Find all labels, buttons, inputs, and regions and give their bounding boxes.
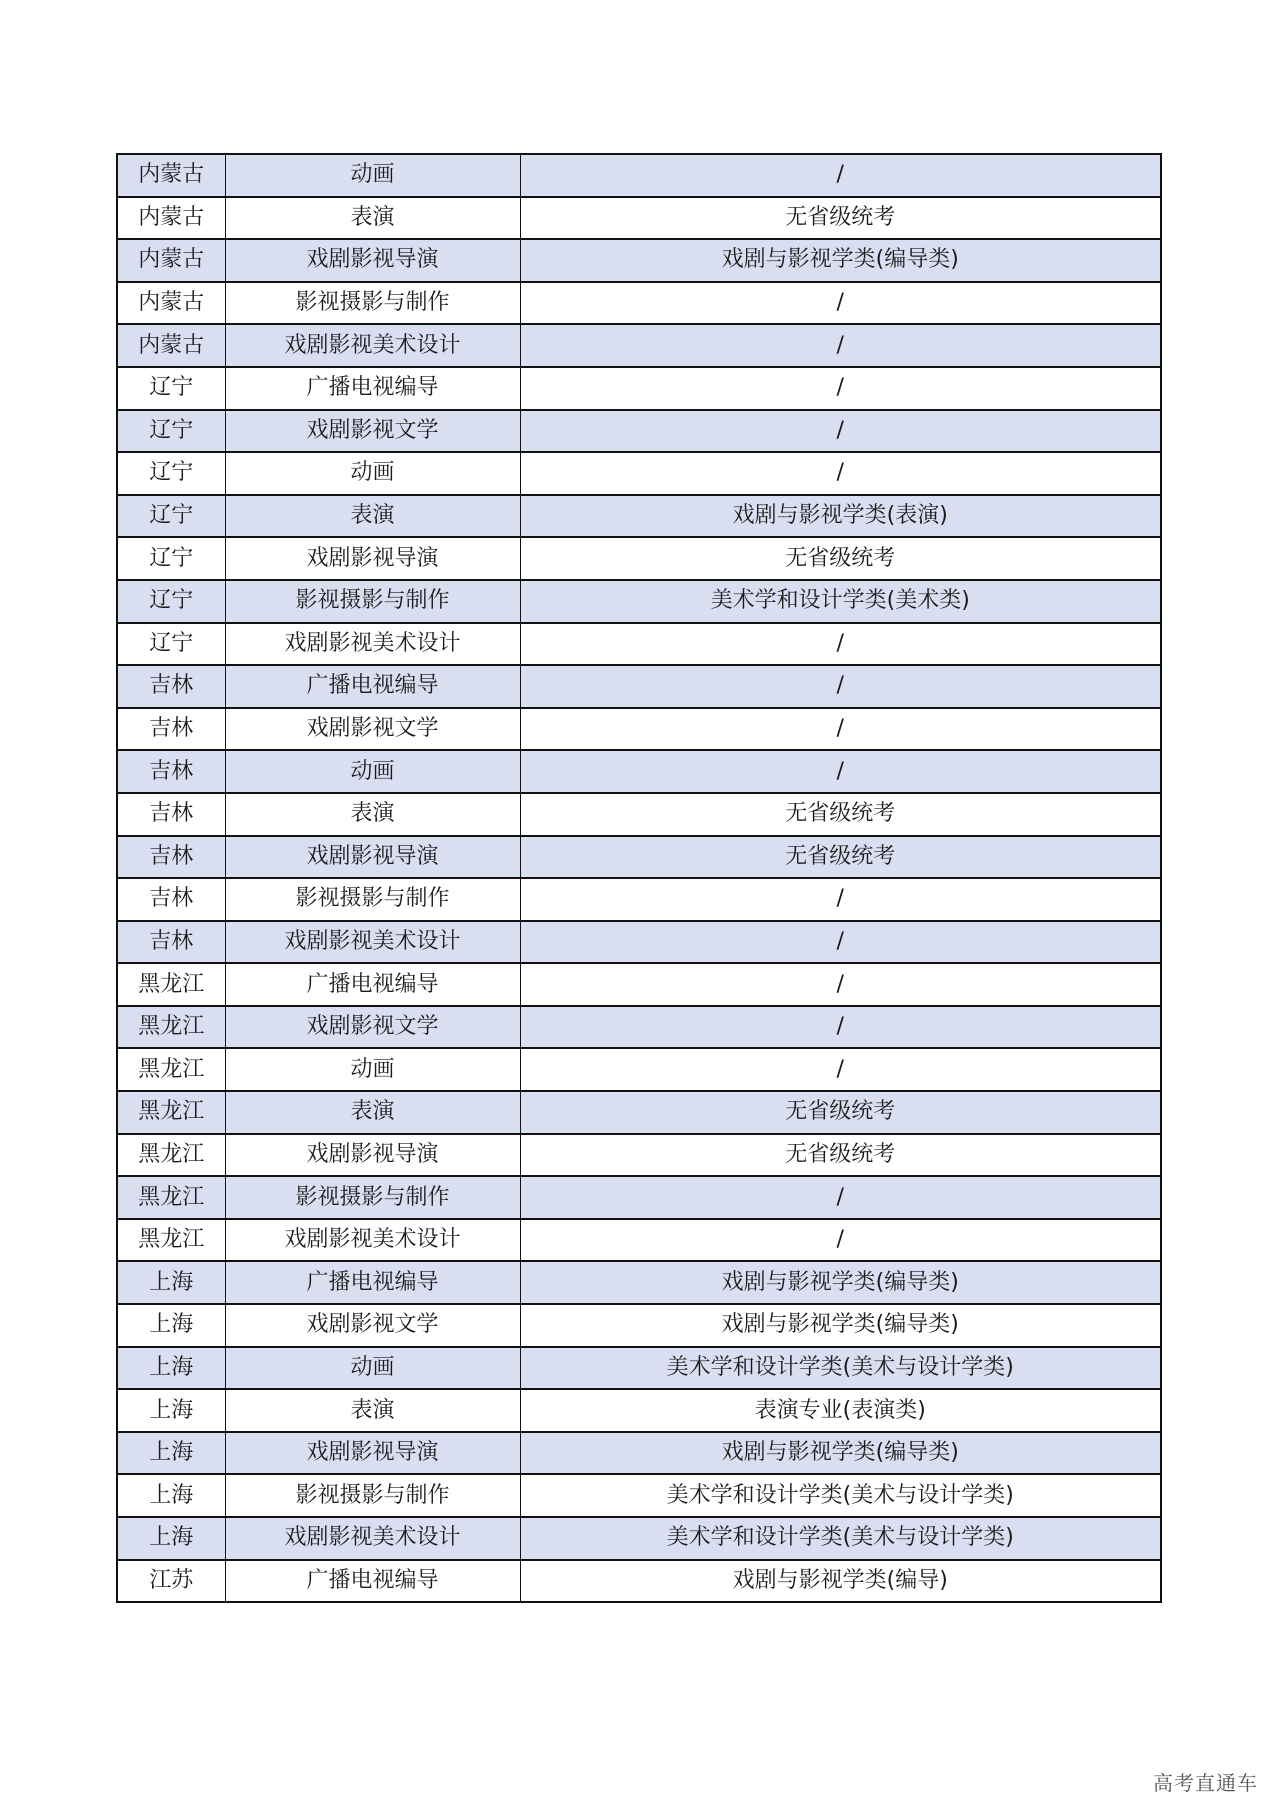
province-cell: 黑龙江: [117, 1176, 225, 1219]
major-cell: 动画: [225, 154, 520, 197]
major-cell: 动画: [225, 750, 520, 793]
province-cell: 吉林: [117, 750, 225, 793]
exam-cell: /: [520, 1048, 1161, 1091]
table-row: [117, 580, 1161, 623]
exam-cell: /: [520, 410, 1161, 453]
exam-cell: /: [520, 154, 1161, 197]
province-cell: 上海: [117, 1432, 225, 1475]
exam-cell: 美术学和设计学类(美术与设计学类): [520, 1347, 1161, 1390]
major-cell: 戏剧影视导演: [225, 836, 520, 879]
exam-cell: 无省级统考: [520, 537, 1161, 580]
table-row: [117, 1261, 1161, 1304]
province-cell: 黑龙江: [117, 1091, 225, 1134]
province-cell: 上海: [117, 1474, 225, 1517]
major-cell: 戏剧影视文学: [225, 1304, 520, 1347]
province-cell: 内蒙古: [117, 324, 225, 367]
exam-cell: /: [520, 282, 1161, 325]
table-row: [117, 324, 1161, 367]
exam-cell: 表演专业(表演类): [520, 1389, 1161, 1432]
exam-cell: 无省级统考: [520, 836, 1161, 879]
exam-cell: 美术学和设计学类(美术与设计学类): [520, 1517, 1161, 1560]
exam-cell: 戏剧与影视学类(表演): [520, 495, 1161, 538]
watermark-text: 高考直通车: [1153, 1771, 1258, 1795]
major-cell: 影视摄影与制作: [225, 878, 520, 921]
major-cell: 戏剧影视导演: [225, 239, 520, 282]
major-cell: 戏剧影视文学: [225, 410, 520, 453]
province-cell: 内蒙古: [117, 154, 225, 197]
table-row: [117, 1474, 1161, 1517]
major-cell: 戏剧影视导演: [225, 1432, 520, 1475]
exam-cell: 无省级统考: [520, 1091, 1161, 1134]
exam-cell: /: [520, 921, 1161, 964]
major-cell: 广播电视编导: [225, 367, 520, 410]
major-cell: 动画: [225, 452, 520, 495]
table-row: [117, 793, 1161, 836]
province-cell: 上海: [117, 1389, 225, 1432]
exam-cell: /: [520, 750, 1161, 793]
exam-cell: 美术学和设计学类(美术与设计学类): [520, 1474, 1161, 1517]
province-cell: 内蒙古: [117, 282, 225, 325]
major-cell: 表演: [225, 197, 520, 240]
table-row: [117, 1048, 1161, 1091]
table-row: [117, 750, 1161, 793]
exam-cell: /: [520, 1219, 1161, 1262]
table-row: [117, 1176, 1161, 1219]
table-row: [117, 537, 1161, 580]
exam-cell: /: [520, 1006, 1161, 1049]
table-row: [117, 495, 1161, 538]
table-row: [117, 836, 1161, 879]
exam-cell: /: [520, 623, 1161, 666]
major-cell: 表演: [225, 1091, 520, 1134]
province-cell: 辽宁: [117, 410, 225, 453]
province-cell: 辽宁: [117, 367, 225, 410]
table-row: [117, 1304, 1161, 1347]
table-row: [117, 963, 1161, 1006]
exam-cell: 戏剧与影视学类(编导类): [520, 239, 1161, 282]
province-cell: 上海: [117, 1261, 225, 1304]
major-cell: 戏剧影视文学: [225, 1006, 520, 1049]
major-cell: 戏剧影视美术设计: [225, 324, 520, 367]
major-cell: 戏剧影视美术设计: [225, 623, 520, 666]
province-cell: 吉林: [117, 878, 225, 921]
major-cell: 影视摄影与制作: [225, 1474, 520, 1517]
exam-cell: /: [520, 665, 1161, 708]
province-cell: 内蒙古: [117, 197, 225, 240]
province-cell: 辽宁: [117, 495, 225, 538]
province-cell: 上海: [117, 1517, 225, 1560]
table-row: [117, 1432, 1161, 1475]
exam-cell: 戏剧与影视学类(编导类): [520, 1304, 1161, 1347]
province-cell: 黑龙江: [117, 1006, 225, 1049]
province-cell: 内蒙古: [117, 239, 225, 282]
table-row: [117, 282, 1161, 325]
table-row: [117, 878, 1161, 921]
province-cell: 辽宁: [117, 623, 225, 666]
table-row: [117, 410, 1161, 453]
province-cell: 上海: [117, 1347, 225, 1390]
major-cell: 广播电视编导: [225, 963, 520, 1006]
table-row: [117, 1219, 1161, 1262]
major-cell: 动画: [225, 1347, 520, 1390]
major-cell: 影视摄影与制作: [225, 580, 520, 623]
table-row: [117, 921, 1161, 964]
major-cell: 戏剧影视导演: [225, 537, 520, 580]
table-row: [117, 154, 1161, 197]
table-row: [117, 197, 1161, 240]
major-cell: 戏剧影视美术设计: [225, 1517, 520, 1560]
major-cell: 戏剧影视文学: [225, 708, 520, 751]
exam-cell: /: [520, 1176, 1161, 1219]
table-row: [117, 367, 1161, 410]
exam-cell: /: [520, 963, 1161, 1006]
major-cell: 表演: [225, 495, 520, 538]
exam-cell: /: [520, 452, 1161, 495]
province-cell: 吉林: [117, 836, 225, 879]
province-cell: 黑龙江: [117, 963, 225, 1006]
table-row: [117, 708, 1161, 751]
province-cell: 黑龙江: [117, 1048, 225, 1091]
province-cell: 黑龙江: [117, 1219, 225, 1262]
province-cell: 辽宁: [117, 452, 225, 495]
province-major-exam-table: [116, 153, 1162, 1603]
major-cell: 广播电视编导: [225, 665, 520, 708]
province-cell: 黑龙江: [117, 1134, 225, 1177]
province-cell: 辽宁: [117, 580, 225, 623]
major-cell: 影视摄影与制作: [225, 1176, 520, 1219]
major-cell: 戏剧影视美术设计: [225, 1219, 520, 1262]
table-row: [117, 452, 1161, 495]
exam-cell: /: [520, 367, 1161, 410]
province-cell: 吉林: [117, 665, 225, 708]
table-row: [117, 665, 1161, 708]
exam-cell: 无省级统考: [520, 1134, 1161, 1177]
exam-cell: 戏剧与影视学类(编导): [520, 1560, 1161, 1603]
table-row: [117, 1517, 1161, 1560]
major-cell: 表演: [225, 1389, 520, 1432]
exam-cell: 戏剧与影视学类(编导类): [520, 1261, 1161, 1304]
table-row: [117, 1134, 1161, 1177]
table-row: [117, 623, 1161, 666]
table-row: [117, 239, 1161, 282]
major-cell: 广播电视编导: [225, 1560, 520, 1603]
exam-table-container: [116, 153, 1160, 1603]
major-cell: 影视摄影与制作: [225, 282, 520, 325]
table-row: [117, 1389, 1161, 1432]
major-cell: 广播电视编导: [225, 1261, 520, 1304]
exam-cell: 戏剧与影视学类(编导类): [520, 1432, 1161, 1475]
table-row: [117, 1091, 1161, 1134]
exam-cell: /: [520, 878, 1161, 921]
major-cell: 戏剧影视美术设计: [225, 921, 520, 964]
province-cell: 吉林: [117, 793, 225, 836]
exam-cell: 美术学和设计学类(美术类): [520, 580, 1161, 623]
province-cell: 上海: [117, 1304, 225, 1347]
table-body: [117, 154, 1161, 1602]
major-cell: 动画: [225, 1048, 520, 1091]
exam-cell: 无省级统考: [520, 197, 1161, 240]
major-cell: 戏剧影视导演: [225, 1134, 520, 1177]
exam-cell: 无省级统考: [520, 793, 1161, 836]
province-cell: 吉林: [117, 708, 225, 751]
province-cell: 江苏: [117, 1560, 225, 1603]
table-row: [117, 1006, 1161, 1049]
exam-cell: /: [520, 708, 1161, 751]
province-cell: 辽宁: [117, 537, 225, 580]
table-row: [117, 1560, 1161, 1603]
exam-cell: /: [520, 324, 1161, 367]
table-row: [117, 1347, 1161, 1390]
province-cell: 吉林: [117, 921, 225, 964]
major-cell: 表演: [225, 793, 520, 836]
